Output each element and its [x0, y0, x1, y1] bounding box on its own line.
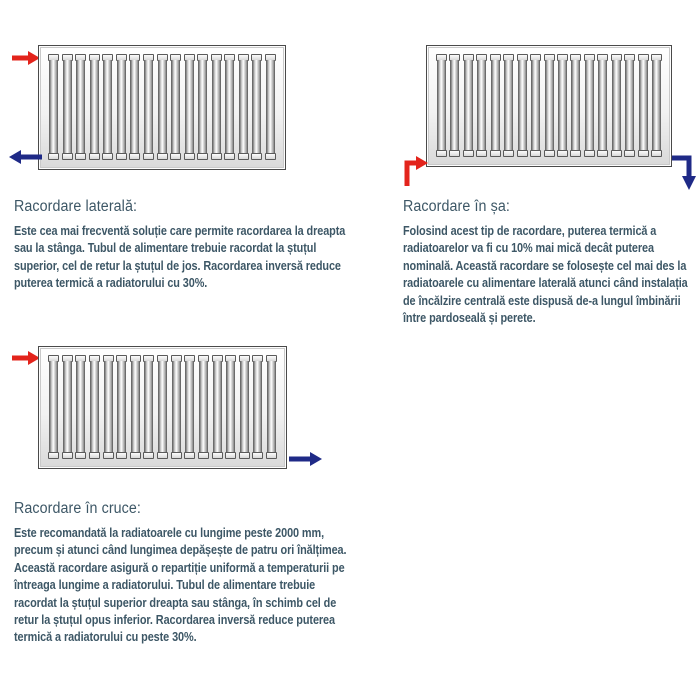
radiator-diagram	[426, 45, 672, 167]
fin-tube	[144, 60, 153, 154]
fin-tube	[477, 60, 486, 151]
fin-bottom-cap	[238, 153, 249, 160]
fin-bottom-cap	[251, 153, 262, 160]
radiator-fin	[624, 54, 635, 157]
radiator-fin	[584, 54, 595, 157]
radiator-fins	[48, 54, 276, 160]
fin-tube	[49, 361, 58, 453]
radiator-fin	[129, 54, 140, 160]
section-body: Folosind acest tip de racordare, puterea termică a radiatoarelor va fi cu 10% mai mică decât puterea nominală. Această racordare se folosește cel mai des la radiatoarele cu alimentare laterală atunci când instalația de încălzire centrală este dispusă de-a lungul îmbinării între pardoseală și perete.	[403, 223, 688, 326]
radiator-fin	[130, 355, 141, 459]
radiator-fin	[103, 355, 114, 459]
supply-arrow-right-icon	[12, 51, 40, 65]
fin-tube	[598, 60, 607, 151]
fin-bottom-cap	[557, 150, 568, 157]
return-arrow-right-down-icon	[672, 152, 698, 192]
fin-bottom-cap	[48, 452, 59, 459]
radiator-fin	[89, 54, 100, 160]
fin-bottom-cap	[212, 452, 223, 459]
fin-tube	[49, 60, 58, 154]
fin-tube	[171, 60, 180, 154]
radiator-fin	[436, 54, 447, 157]
radiator-fin	[211, 54, 222, 160]
fin-bottom-cap	[197, 153, 208, 160]
radiator-fin	[197, 54, 208, 160]
radiator-fin	[143, 355, 154, 459]
radiator-fin	[490, 54, 501, 157]
fin-bottom-cap	[116, 452, 127, 459]
fin-tube	[130, 60, 139, 154]
fin-tube	[144, 361, 153, 453]
fin-tube	[117, 60, 126, 154]
fin-tube	[558, 60, 567, 151]
radiator-fin	[557, 54, 568, 157]
fin-tube	[531, 60, 540, 151]
fin-bottom-cap	[503, 150, 514, 157]
radiator-fin	[503, 54, 514, 157]
fin-bottom-cap	[530, 150, 541, 157]
fin-bottom-cap	[157, 153, 168, 160]
radiator-fin	[463, 54, 474, 157]
fin-tube	[213, 361, 222, 453]
fin-tube	[198, 60, 207, 154]
radiator-fin	[184, 54, 195, 160]
section-title: Racordare în șa:	[403, 198, 510, 215]
supply-arrow-right-icon	[12, 351, 40, 365]
fin-bottom-cap	[170, 153, 181, 160]
fin-bottom-cap	[89, 153, 100, 160]
radiator-fin	[116, 355, 127, 459]
radiator-fin	[252, 355, 263, 459]
fin-bottom-cap	[198, 452, 209, 459]
radiator-fin	[102, 54, 113, 160]
fin-tube	[266, 60, 275, 154]
radiator-fin	[157, 54, 168, 160]
radiator-fin	[157, 355, 168, 459]
fin-tube	[226, 361, 235, 453]
fin-bottom-cap	[157, 452, 168, 459]
fin-tube	[437, 60, 446, 151]
fin-bottom-cap	[143, 153, 154, 160]
radiator-fin	[239, 355, 250, 459]
fin-tube	[76, 361, 85, 453]
fin-tube	[625, 60, 634, 151]
fin-bottom-cap	[171, 452, 182, 459]
fin-tube	[585, 60, 594, 151]
fin-tube	[545, 60, 554, 151]
fin-bottom-cap	[225, 452, 236, 459]
fin-tube	[253, 361, 262, 453]
fin-bottom-cap	[184, 153, 195, 160]
radiator-fin	[116, 54, 127, 160]
fin-bottom-cap	[476, 150, 487, 157]
fin-bottom-cap	[266, 452, 277, 459]
radiator-fin	[517, 54, 528, 157]
radiator-fin	[266, 355, 277, 459]
fin-tube	[450, 60, 459, 151]
radiator-diagram	[38, 45, 286, 170]
fin-tube	[267, 361, 276, 453]
fin-bottom-cap	[62, 153, 73, 160]
radiator-fin	[48, 54, 59, 160]
fin-bottom-cap	[490, 150, 501, 157]
supply-arrow-up-right-icon	[402, 153, 428, 186]
fin-tube	[212, 60, 221, 154]
radiator-fin	[597, 54, 608, 157]
fin-tube	[199, 361, 208, 453]
section-racordare-in-cruce	[0, 300, 400, 700]
radiator-fin	[198, 355, 209, 459]
fin-bottom-cap	[62, 452, 73, 459]
radiator-fins	[436, 54, 662, 157]
radiator-fin	[212, 355, 223, 459]
fin-bottom-cap	[103, 452, 114, 459]
fin-tube	[131, 361, 140, 453]
fin-tube	[90, 361, 99, 453]
section-title: Racordare laterală:	[14, 198, 138, 215]
section-body: Este cea mai frecventă soluție care permite racordarea la dreapta sau la stânga. Tubul de alimentare trebuie racordat la ștuțul superior, cel de retur la ștuțul de jos. Racordarea inversă reduce puterea termică a radiatorului cu 30%.	[14, 223, 346, 291]
radiator-fin	[265, 54, 276, 160]
radiator-fins	[48, 355, 277, 459]
fin-bottom-cap	[48, 153, 59, 160]
fin-tube	[172, 361, 181, 453]
fin-tube	[63, 60, 72, 154]
radiator-fin	[570, 54, 581, 157]
fin-bottom-cap	[116, 153, 127, 160]
return-arrow-right-icon	[289, 452, 322, 466]
fin-tube	[252, 60, 261, 154]
fin-tube	[571, 60, 580, 151]
fin-tube	[117, 361, 126, 453]
radiator-fin	[476, 54, 487, 157]
radiator-fin	[651, 54, 662, 157]
radiator-fin	[62, 54, 73, 160]
radiator-fin	[238, 54, 249, 160]
fin-tube	[103, 60, 112, 154]
fin-tube	[612, 60, 621, 151]
radiator-fin	[224, 54, 235, 160]
fin-bottom-cap	[517, 150, 528, 157]
fin-bottom-cap	[544, 150, 555, 157]
fin-bottom-cap	[611, 150, 622, 157]
fin-bottom-cap	[224, 153, 235, 160]
fin-bottom-cap	[239, 452, 250, 459]
fin-bottom-cap	[570, 150, 581, 157]
radiator-fin	[544, 54, 555, 157]
fin-bottom-cap	[436, 150, 447, 157]
fin-bottom-cap	[584, 150, 595, 157]
fin-tube	[104, 361, 113, 453]
fin-bottom-cap	[102, 153, 113, 160]
radiator-fin	[225, 355, 236, 459]
fin-bottom-cap	[129, 153, 140, 160]
section-racordare-laterala	[0, 0, 360, 320]
fin-bottom-cap	[184, 452, 195, 459]
fin-tube	[225, 60, 234, 154]
fin-tube	[239, 60, 248, 154]
section-body: Este recomandată la radiatoarele cu lungime peste 2000 mm, precum și atunci când lungimea depășește de patru ori înălțimea. Această racordare asigură o repartiție uniformă a temperaturii pe întreaga lungime a radiatorului. Tubul de alimentare trebuie racordat la ștuțul superior dreapta sau stânga, în schimb cel de retur la ștuțul opus inferior. Racordarea inversă reduce puterea termică a radiatorului cu peste 30%.	[14, 525, 347, 645]
fin-tube	[76, 60, 85, 154]
fin-tube	[652, 60, 661, 151]
fin-tube	[504, 60, 513, 151]
radiator-fin	[611, 54, 622, 157]
radiator-fin	[171, 355, 182, 459]
radiator-fin	[143, 54, 154, 160]
fin-tube	[158, 361, 167, 453]
radiator-fin	[48, 355, 59, 459]
radiator-diagram	[38, 346, 287, 469]
fin-bottom-cap	[651, 150, 662, 157]
radiator-fin	[251, 54, 262, 160]
fin-bottom-cap	[463, 150, 474, 157]
fin-bottom-cap	[638, 150, 649, 157]
fin-bottom-cap	[624, 150, 635, 157]
section-title: Racordare în cruce:	[14, 500, 141, 517]
fin-tube	[639, 60, 648, 151]
radiator-fin	[89, 355, 100, 459]
fin-tube	[464, 60, 473, 151]
radiator-fin	[75, 54, 86, 160]
fin-bottom-cap	[130, 452, 141, 459]
fin-bottom-cap	[211, 153, 222, 160]
fin-tube	[90, 60, 99, 154]
fin-tube	[518, 60, 527, 151]
fin-bottom-cap	[143, 452, 154, 459]
fin-tube	[158, 60, 167, 154]
fin-tube	[240, 361, 249, 453]
radiator-fin	[170, 54, 181, 160]
fin-tube	[185, 60, 194, 154]
radiator-fin	[75, 355, 86, 459]
fin-bottom-cap	[597, 150, 608, 157]
fin-tube	[185, 361, 194, 453]
fin-bottom-cap	[252, 452, 263, 459]
radiator-fin	[184, 355, 195, 459]
fin-tube	[491, 60, 500, 151]
section-racordare-in-sa	[390, 0, 700, 330]
radiator-fin	[638, 54, 649, 157]
fin-bottom-cap	[75, 452, 86, 459]
return-arrow-left-icon	[9, 150, 42, 164]
radiator-fin	[62, 355, 73, 459]
radiator-fin	[530, 54, 541, 157]
radiator-fin	[449, 54, 460, 157]
fin-bottom-cap	[75, 153, 86, 160]
fin-bottom-cap	[449, 150, 460, 157]
fin-tube	[63, 361, 72, 453]
fin-bottom-cap	[265, 153, 276, 160]
fin-bottom-cap	[89, 452, 100, 459]
